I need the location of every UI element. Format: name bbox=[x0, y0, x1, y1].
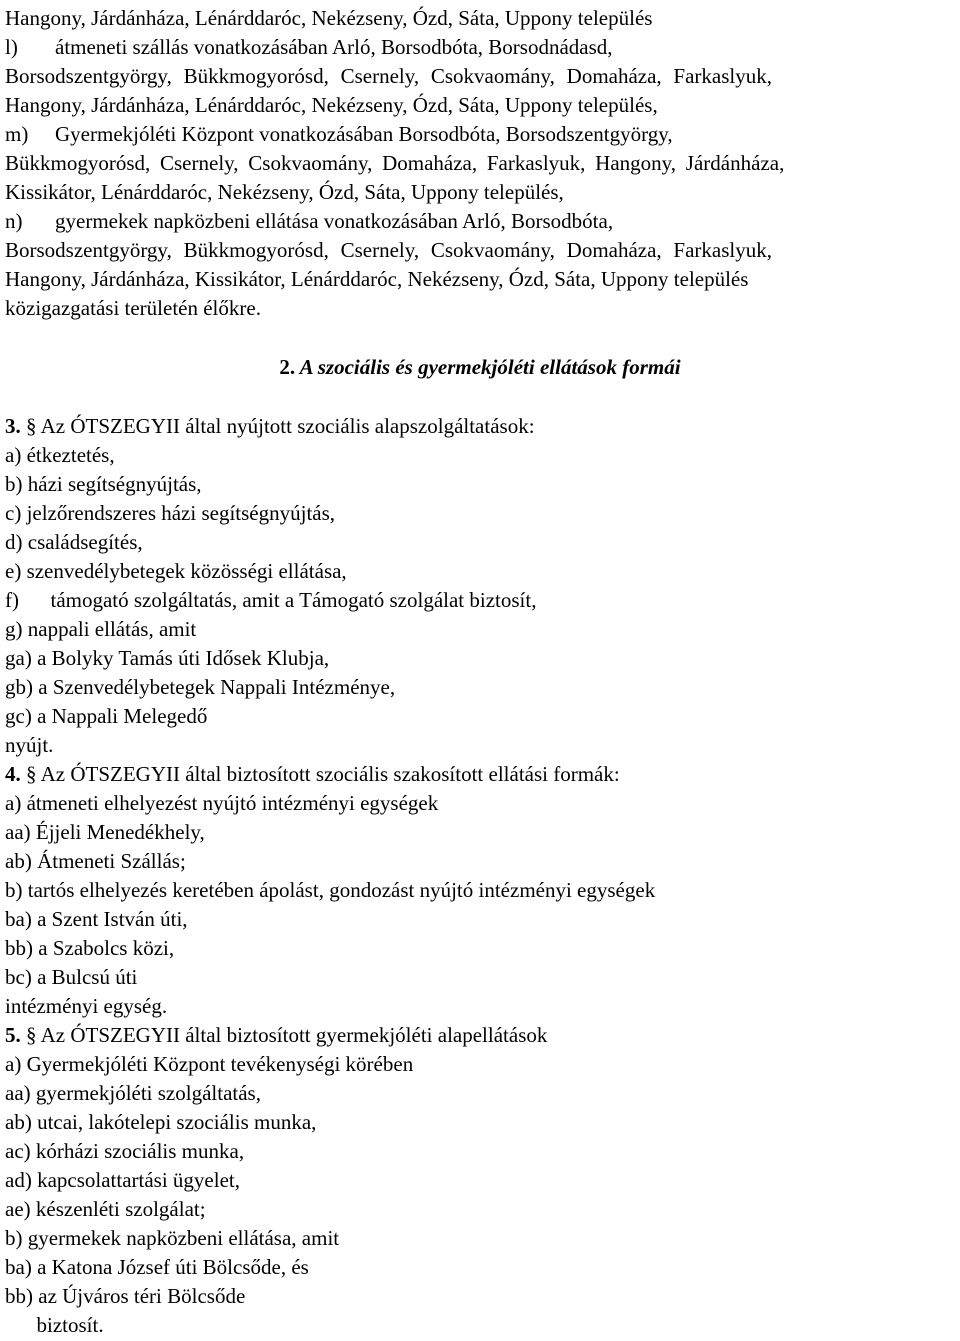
text-line: Gyermekjóléti Központ vonatkozásában Borsodbóta, Borsodszentgyörgy, bbox=[55, 122, 673, 146]
list-item: a) étkeztetés, bbox=[5, 443, 115, 467]
text-line: átmeneti szállás vonatkozásában Arló, Borsodbóta, Borsodnádasd, bbox=[55, 35, 613, 59]
list-item: ga) a Bolyky Tamás úti Idősek Klubja, bbox=[5, 646, 330, 670]
text-line: gyermekek napközbeni ellátása vonatkozásában Arló, Borsodbóta, bbox=[55, 209, 614, 233]
list-item: a) átmeneti elhelyezést nyújtó intézményi egységek bbox=[5, 791, 439, 815]
list-item: c) jelzőrendszeres házi segítségnyújtás, bbox=[5, 501, 336, 525]
list-item: bb) a Szabolcs közi, bbox=[5, 936, 175, 960]
section-number: 5. bbox=[5, 1023, 21, 1047]
list-item: ba) a Katona József úti Bölcsőde, és bbox=[5, 1255, 309, 1279]
list-item: a) Gyermekjóléti Központ tevékenységi körében bbox=[5, 1052, 414, 1076]
list-item: bb) az Újváros téri Bölcsőde bbox=[5, 1284, 246, 1308]
section-3-intro bbox=[5, 412, 535, 441]
section-sign: § bbox=[26, 1023, 37, 1047]
text-line: Bükkmogyorósd, Csernely, Csokvaomány, Domaháza, Farkaslyuk, Hangony, Járdánháza, bbox=[5, 151, 785, 175]
list-item: f) támogató szolgáltatás, amit a Támogató szolgálat biztosít, bbox=[5, 588, 537, 612]
list-item: ab) utcai, lakótelepi szociális munka, bbox=[5, 1110, 317, 1134]
list-label: m) bbox=[5, 122, 29, 146]
section-4-intro bbox=[5, 760, 620, 789]
section-intro-text: Az ÓTSZEGYII által biztosított szociális szakosított ellátási formák: bbox=[36, 762, 620, 786]
section-number: 4. bbox=[5, 762, 21, 786]
list-item: gb) a Szenvedélybetegek Nappali Intézménye, bbox=[5, 675, 396, 699]
list-item: ac) kórházi szociális munka, bbox=[5, 1139, 245, 1163]
list-item: d) családsegítés, bbox=[5, 530, 143, 554]
list-item: ad) kapcsolattartási ügyelet, bbox=[5, 1168, 240, 1192]
list-label: l) bbox=[5, 35, 18, 59]
list-item: biztosít. bbox=[5, 1313, 104, 1337]
text-line: Borsodszentgyörgy, Bükkmogyorósd, Csernely, Csokvaomány, Domaháza, Farkaslyuk, bbox=[5, 64, 773, 88]
list-item-l bbox=[5, 33, 613, 62]
text-line: Hangony, Járdánháza, Lénárddaróc, Nekézseny, Ózd, Sáta, Uppony település, bbox=[5, 93, 658, 117]
text-line: Hangony, Járdánháza, Kissikátor, Lénárddaróc, Nekézseny, Ózd, Sáta, Uppony település bbox=[5, 267, 749, 291]
list-label: n) bbox=[5, 209, 23, 233]
section-number: 3. bbox=[5, 414, 21, 438]
list-item: b) gyermekek napközbeni ellátása, amit bbox=[5, 1226, 340, 1250]
list-item: nyújt. bbox=[5, 733, 54, 757]
list-item: aa) Éjjeli Menedékhely, bbox=[5, 820, 205, 844]
list-item: g) nappali ellátás, amit bbox=[5, 617, 197, 641]
list-item: aa) gyermekjóléti szolgáltatás, bbox=[5, 1081, 261, 1105]
list-item: intézményi egység. bbox=[5, 994, 168, 1018]
list-item: gc) a Nappali Melegedő bbox=[5, 704, 208, 728]
text-line: közigazgatási területén élőkre. bbox=[5, 296, 261, 320]
section-intro-text: Az ÓTSZEGYII által nyújtott szociális alapszolgáltatások: bbox=[36, 414, 535, 438]
list-item: e) szenvedélybetegek közösségi ellátása, bbox=[5, 559, 347, 583]
list-item: b) házi segítségnyújtás, bbox=[5, 472, 202, 496]
section-sign: § bbox=[26, 762, 37, 786]
list-item: ab) Átmeneti Szállás; bbox=[5, 849, 186, 873]
text-line: Kissikátor, Lénárddaróc, Nekézseny, Ózd, Sáta, Uppony település, bbox=[5, 180, 564, 204]
list-item-m bbox=[5, 120, 673, 149]
list-item: bc) a Bulcsú úti bbox=[5, 965, 138, 989]
list-item: ba) a Szent István úti, bbox=[5, 907, 188, 931]
heading-title: A szociális és gyermekjóléti ellátások formái bbox=[299, 355, 681, 379]
text-line: Borsodszentgyörgy, Bükkmogyorósd, Csernely, Csokvaomány, Domaháza, Farkaslyuk, bbox=[5, 238, 773, 262]
heading-number: 2. bbox=[279, 355, 296, 379]
section-5-intro bbox=[5, 1021, 547, 1050]
section-sign: § bbox=[26, 414, 37, 438]
list-item-n bbox=[5, 207, 613, 236]
list-item: b) tartós elhelyezés keretében ápolást, gondozást nyújtó intézményi egységek bbox=[5, 878, 656, 902]
list-item: ae) készenléti szolgálat; bbox=[5, 1197, 206, 1221]
section-heading bbox=[0, 353, 960, 382]
text-line: Hangony, Járdánháza, Lénárddaróc, Nekézseny, Ózd, Sáta, Uppony település bbox=[5, 6, 653, 30]
section-intro-text: Az ÓTSZEGYII által biztosított gyermekjóléti alapellátások bbox=[36, 1023, 548, 1047]
